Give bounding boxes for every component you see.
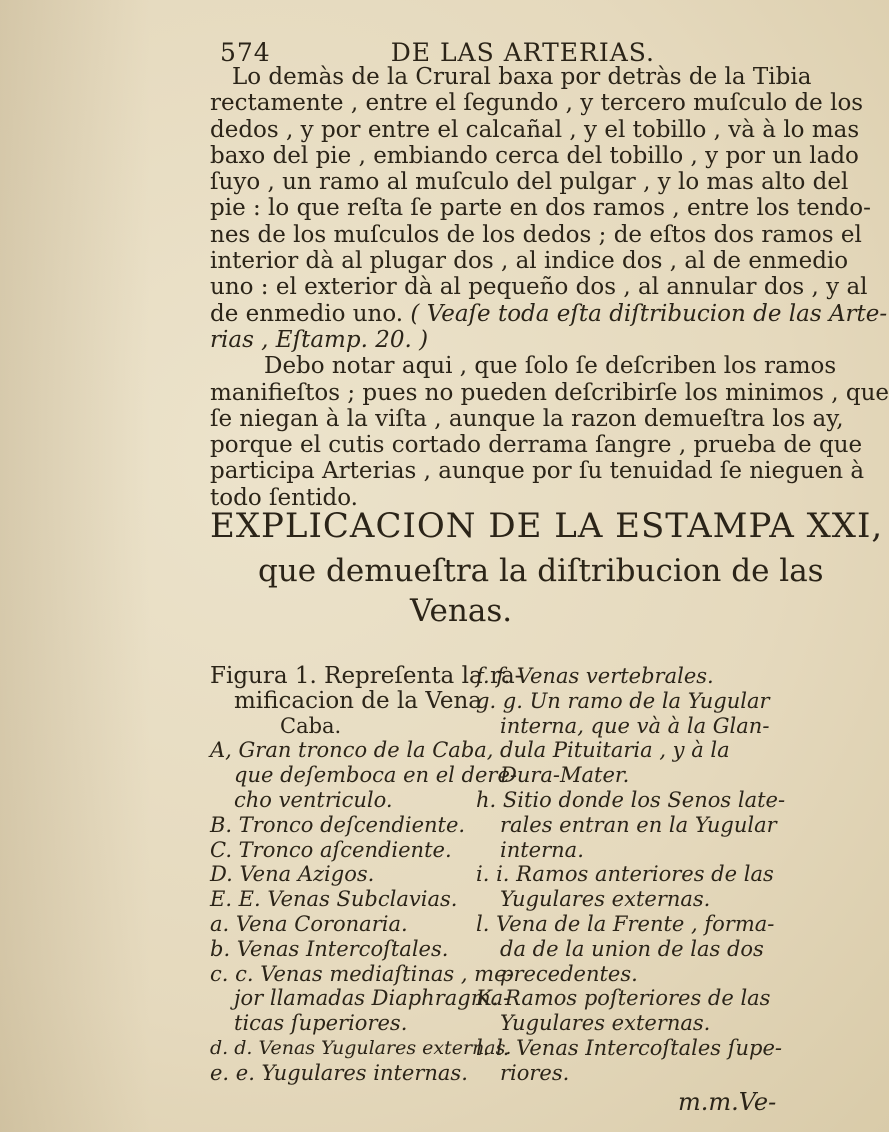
- body-line: participa Arterias , aunque por ſu tenuidad ſe nieguen à: [210, 458, 865, 485]
- legend-item: l. l. Venas Intercoſtales ſupe-: [476, 1035, 783, 1060]
- legend-item: interna, que và à la Glan-: [500, 713, 770, 738]
- page-number: 574: [220, 38, 271, 67]
- legend-item: rales entran en la Yugular: [500, 812, 777, 837]
- body-line: ſuyo , un ramo al muſculo del pulgar , y lo mas alto del: [210, 169, 849, 196]
- legend-item: g. g. Un ramo de la Yugular: [476, 688, 770, 713]
- legend-item: l. Vena de la Frente , forma-: [476, 911, 775, 936]
- body-line: ſe niegan à la viſta , aunque la razon demueſtra los ay,: [210, 405, 844, 432]
- legend-item: cho ventriculo.: [234, 787, 393, 812]
- legend-item: a. Vena Coronaria.: [210, 911, 408, 936]
- legend-item: i. i. Ramos anteriores de las: [476, 862, 774, 887]
- legend-item: f. f. Venas vertebrales.: [476, 664, 714, 688]
- legend-item: b. Venas Intercoſtales.: [210, 936, 449, 961]
- running-title: DE LAS ARTERIAS.: [390, 38, 655, 67]
- legend-item: Caba.: [280, 713, 342, 738]
- legend-item: h. Sitio donde los Senos late-: [476, 787, 786, 812]
- legend-item: c. c. Venas mediaſtinas , me-: [210, 961, 514, 986]
- body-line: baxo del pie , embiando cerca del tobillo , y por un lado: [210, 142, 859, 169]
- body-line: dedos , y por entre el calcañal , y el tobillo , và à lo mas: [210, 116, 860, 143]
- body-line: uno : el exterior dà al pequeño dos , al annular dos , y al: [210, 274, 868, 301]
- running-header: [220, 38, 655, 67]
- legend-item: D. Vena Azigos.: [210, 862, 375, 887]
- legend-item: d. d. Venas Yugulares externas.: [210, 1036, 512, 1059]
- plate-reference: ( Veaſe toda eſta diſtribucion de las Arte-: [410, 300, 888, 327]
- legend-item: riores.: [500, 1060, 570, 1085]
- body-line: nes de los muſculos de los dedos ; de eſtos dos ramos el: [210, 221, 862, 248]
- legend-item: mificacion de la Vena: [234, 687, 482, 714]
- body-line: rectamente , entre el ſegundo , y tercero muſculo de los: [210, 90, 864, 117]
- body-line-text: de enmedio uno.: [210, 300, 411, 327]
- legend-item: Yugulares externas.: [500, 1011, 711, 1036]
- body-line: [210, 300, 888, 327]
- section-subtitle: que demueſtra la diſtribucion de las: [258, 553, 824, 589]
- legend-item: K. Ramos poſteriores de las: [476, 986, 771, 1011]
- legend-item: B. Tronco deſcendiente.: [210, 812, 466, 837]
- legend-item: interna.: [500, 837, 584, 862]
- section-title: EXPLICACION DE LA ESTAMPA XXI,: [210, 506, 884, 546]
- legend-item: dula Pituitaria , y à la: [500, 738, 730, 763]
- body-line: pie : lo que reſta ſe parte en dos ramos , entre los tendo-: [210, 195, 871, 222]
- legend-item: e. e. Yugulares internas.: [210, 1060, 468, 1085]
- legend-item: precedentes.: [500, 961, 638, 986]
- body-line: Debo notar aqui , que ſolo ſe deſcriben los ramos: [264, 353, 837, 380]
- body-text: [210, 64, 889, 511]
- body-line: Lo demàs de la Crural baxa por detràs de la Tibia: [232, 64, 812, 90]
- catchword: m.m.Ve-: [678, 1088, 777, 1116]
- body-line: todo ſentido.: [210, 484, 358, 511]
- legend-item: A, Gran tronco de la Caba,: [210, 738, 494, 763]
- legend-item: ticas ſuperiores.: [234, 1011, 408, 1036]
- body-line: porque el cutis cortado derrama ſangre , prueba de que: [210, 432, 863, 459]
- body-line: interior dà al plugar dos , al indice dos , al de enmedio: [210, 248, 849, 275]
- legend-left-column: [210, 663, 523, 1086]
- legend-item: Figura 1. Repreſenta la ra-: [210, 663, 523, 689]
- page-shadow: [0, 0, 150, 1132]
- legend-right-column: [476, 664, 786, 1086]
- legend-item: Dura-Mater.: [500, 763, 630, 788]
- legend-item: da de la union de las dos: [500, 936, 764, 961]
- body-line: manifieſtos ; pues no pueden deſcribirſe los minimos , que: [210, 379, 889, 406]
- legend-item: C. Tronco aſcendiente.: [210, 837, 452, 862]
- section-subtitle-end: Venas.: [410, 593, 513, 629]
- legend-item: que deſemboca en el dere-: [234, 763, 517, 788]
- legend-item: E. E. Venas Subclavias.: [210, 887, 458, 912]
- plate-reference-cont: rias , Eſtamp. 20. ): [210, 326, 429, 353]
- legend-item: jor llamadas Diaphragma-: [234, 986, 511, 1011]
- legend-item: Yugulares externas.: [500, 887, 711, 912]
